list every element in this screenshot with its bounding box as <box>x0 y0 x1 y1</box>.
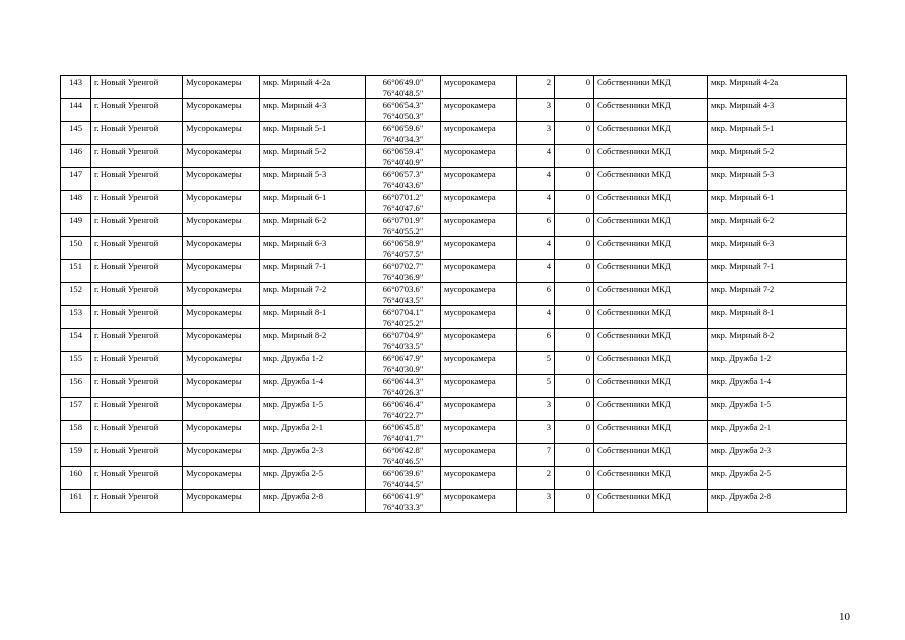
container-kind-cell: мусорокамера <box>441 398 517 421</box>
row-number-cell: 158 <box>61 421 91 444</box>
container-kind-cell: мусорокамера <box>441 421 517 444</box>
container-count-cell: 4 <box>517 306 555 329</box>
owner-cell: Собственники МКД <box>594 444 708 467</box>
coordinates-cell <box>366 444 441 467</box>
container-kind-cell: мусорокамера <box>441 375 517 398</box>
longitude-text: 76°40'43.6" <box>382 179 424 190</box>
address-cell: мкр. Дружба 1-2 <box>260 352 366 375</box>
coordinates-cell <box>366 260 441 283</box>
coordinates-cell <box>366 145 441 168</box>
container-count-cell: 2 <box>517 467 555 490</box>
table-row <box>61 168 847 191</box>
site-type-cell: Мусорокамеры <box>183 237 260 260</box>
table-row <box>61 283 847 306</box>
container-kind-cell: мусорокамера <box>441 237 517 260</box>
city-cell: г. Новый Уренгой <box>91 444 183 467</box>
container-kind-cell: мусорокамера <box>441 214 517 237</box>
address-cell: мкр. Дружба 1-5 <box>260 398 366 421</box>
latitude-text: 66°06'42.8" <box>382 445 424 455</box>
coordinates-cell <box>366 306 441 329</box>
container-count-cell: 4 <box>517 260 555 283</box>
volume-cell: 0 <box>555 352 594 375</box>
site-type-cell: Мусорокамеры <box>183 191 260 214</box>
volume-cell: 0 <box>555 191 594 214</box>
latitude-text: 66°07'02.7" <box>382 261 424 271</box>
latitude-text: 66°06'54.3" <box>382 100 424 110</box>
address-cell: мкр. Мирный 8-1 <box>260 306 366 329</box>
served-objects-cell: мкр. Мирный 8-2 <box>708 329 847 352</box>
site-type-cell: Мусорокамеры <box>183 352 260 375</box>
container-count-cell: 3 <box>517 398 555 421</box>
table-row <box>61 122 847 145</box>
container-count-cell: 4 <box>517 191 555 214</box>
coordinates-cell <box>366 214 441 237</box>
served-objects-cell: мкр. Мирный 7-2 <box>708 283 847 306</box>
latitude-text: 66°06'41.9" <box>382 491 424 501</box>
latitude-text: 66°07'04.9" <box>382 330 424 340</box>
container-kind-cell: мусорокамера <box>441 168 517 191</box>
owner-cell: Собственники МКД <box>594 122 708 145</box>
latitude-text: 66°06'49.0" <box>382 77 424 87</box>
container-kind-cell: мусорокамера <box>441 490 517 513</box>
latitude-text: 66°06'46.4" <box>382 399 424 409</box>
served-objects-cell: мкр. Дружба 1-5 <box>708 398 847 421</box>
site-type-cell: Мусорокамеры <box>183 444 260 467</box>
container-kind-cell: мусорокамера <box>441 306 517 329</box>
site-type-cell: Мусорокамеры <box>183 329 260 352</box>
longitude-text: 76°40'33.5" <box>382 340 424 351</box>
page-number: 10 <box>839 611 850 623</box>
table-row <box>61 421 847 444</box>
site-type-cell: Мусорокамеры <box>183 260 260 283</box>
address-cell: мкр. Дружба 2-1 <box>260 421 366 444</box>
city-cell: г. Новый Уренгой <box>91 260 183 283</box>
volume-cell: 0 <box>555 421 594 444</box>
city-cell: г. Новый Уренгой <box>91 375 183 398</box>
table-row <box>61 375 847 398</box>
owner-cell: Собственники МКД <box>594 490 708 513</box>
volume-cell: 0 <box>555 122 594 145</box>
city-cell: г. Новый Уренгой <box>91 283 183 306</box>
waste-sites-table <box>60 75 847 513</box>
volume-cell: 0 <box>555 444 594 467</box>
coordinates-cell <box>366 352 441 375</box>
site-type-cell: Мусорокамеры <box>183 375 260 398</box>
row-number-cell: 152 <box>61 283 91 306</box>
coordinates-cell <box>366 76 441 99</box>
table-body <box>61 76 847 513</box>
longitude-text: 76°40'47.6" <box>382 202 424 213</box>
container-count-cell: 3 <box>517 99 555 122</box>
container-kind-cell: мусорокамера <box>441 122 517 145</box>
coordinates-cell <box>366 398 441 421</box>
longitude-text: 76°40'41.7" <box>382 432 424 443</box>
longitude-text: 76°40'57.5" <box>382 248 424 259</box>
row-number-cell: 147 <box>61 168 91 191</box>
row-number-cell: 159 <box>61 444 91 467</box>
owner-cell: Собственники МКД <box>594 375 708 398</box>
longitude-text: 76°40'30.9" <box>382 363 424 374</box>
site-type-cell: Мусорокамеры <box>183 398 260 421</box>
address-cell: мкр. Мирный 6-1 <box>260 191 366 214</box>
latitude-text: 66°06'57.3" <box>382 169 424 179</box>
longitude-text: 76°40'26.3" <box>382 386 424 397</box>
site-type-cell: Мусорокамеры <box>183 306 260 329</box>
longitude-text: 76°40'25.2" <box>382 317 424 328</box>
served-objects-cell: мкр. Мирный 4-3 <box>708 99 847 122</box>
volume-cell: 0 <box>555 99 594 122</box>
coordinates-cell <box>366 283 441 306</box>
served-objects-cell: мкр. Дружба 2-3 <box>708 444 847 467</box>
table-row <box>61 398 847 421</box>
address-cell: мкр. Дружба 1-4 <box>260 375 366 398</box>
container-kind-cell: мусорокамера <box>441 352 517 375</box>
volume-cell: 0 <box>555 214 594 237</box>
coordinates-cell <box>366 421 441 444</box>
owner-cell: Собственники МКД <box>594 421 708 444</box>
address-cell: мкр. Дружба 2-3 <box>260 444 366 467</box>
latitude-text: 66°06'59.4" <box>382 146 424 156</box>
coordinates-cell <box>366 329 441 352</box>
owner-cell: Собственники МКД <box>594 214 708 237</box>
served-objects-cell: мкр. Мирный 6-1 <box>708 191 847 214</box>
volume-cell: 0 <box>555 490 594 513</box>
served-objects-cell: мкр. Мирный 6-2 <box>708 214 847 237</box>
container-kind-cell: мусорокамера <box>441 76 517 99</box>
city-cell: г. Новый Уренгой <box>91 214 183 237</box>
row-number-cell: 153 <box>61 306 91 329</box>
table-row <box>61 444 847 467</box>
site-type-cell: Мусорокамеры <box>183 214 260 237</box>
city-cell: г. Новый Уренгой <box>91 168 183 191</box>
container-kind-cell: мусорокамера <box>441 145 517 168</box>
latitude-text: 66°07'03.6" <box>382 284 424 294</box>
city-cell: г. Новый Уренгой <box>91 329 183 352</box>
container-count-cell: 3 <box>517 122 555 145</box>
container-count-cell: 5 <box>517 352 555 375</box>
city-cell: г. Новый Уренгой <box>91 398 183 421</box>
coordinates-cell <box>366 122 441 145</box>
owner-cell: Собственники МКД <box>594 237 708 260</box>
city-cell: г. Новый Уренгой <box>91 145 183 168</box>
owner-cell: Собственники МКД <box>594 398 708 421</box>
latitude-text: 66°06'45.8" <box>382 422 424 432</box>
row-number-cell: 143 <box>61 76 91 99</box>
container-count-cell: 6 <box>517 329 555 352</box>
container-count-cell: 4 <box>517 145 555 168</box>
longitude-text: 76°40'44.5" <box>382 478 424 489</box>
address-cell: мкр. Дружба 2-8 <box>260 490 366 513</box>
city-cell: г. Новый Уренгой <box>91 237 183 260</box>
coordinates-cell <box>366 375 441 398</box>
city-cell: г. Новый Уренгой <box>91 421 183 444</box>
city-cell: г. Новый Уренгой <box>91 467 183 490</box>
address-cell: мкр. Мирный 4-3 <box>260 99 366 122</box>
longitude-text: 76°40'34.3" <box>382 133 424 144</box>
site-type-cell: Мусорокамеры <box>183 168 260 191</box>
served-objects-cell: мкр. Мирный 6-3 <box>708 237 847 260</box>
longitude-text: 76°40'55.2" <box>382 225 424 236</box>
address-cell: мкр. Мирный 6-2 <box>260 214 366 237</box>
city-cell: г. Новый Уренгой <box>91 76 183 99</box>
row-number-cell: 148 <box>61 191 91 214</box>
volume-cell: 0 <box>555 237 594 260</box>
row-number-cell: 154 <box>61 329 91 352</box>
container-kind-cell: мусорокамера <box>441 99 517 122</box>
row-number-cell: 146 <box>61 145 91 168</box>
site-type-cell: Мусорокамеры <box>183 122 260 145</box>
served-objects-cell: мкр. Дружба 1-2 <box>708 352 847 375</box>
table-row <box>61 260 847 283</box>
table-row <box>61 99 847 122</box>
latitude-text: 66°06'47.9" <box>382 353 424 363</box>
longitude-text: 76°40'36.9" <box>382 271 424 282</box>
longitude-text: 76°40'48.5" <box>382 87 424 98</box>
container-count-cell: 3 <box>517 490 555 513</box>
owner-cell: Собственники МКД <box>594 467 708 490</box>
address-cell: мкр. Мирный 7-2 <box>260 283 366 306</box>
longitude-text: 76°40'50.3" <box>382 110 424 121</box>
served-objects-cell: мкр. Мирный 4-2а <box>708 76 847 99</box>
latitude-text: 66°06'58.9" <box>382 238 424 248</box>
owner-cell: Собственники МКД <box>594 191 708 214</box>
served-objects-cell: мкр. Дружба 2-5 <box>708 467 847 490</box>
coordinates-cell <box>366 237 441 260</box>
volume-cell: 0 <box>555 398 594 421</box>
table-row <box>61 306 847 329</box>
owner-cell: Собственники МКД <box>594 99 708 122</box>
row-number-cell: 145 <box>61 122 91 145</box>
city-cell: г. Новый Уренгой <box>91 122 183 145</box>
registry-table-page <box>60 75 846 513</box>
coordinates-cell <box>366 191 441 214</box>
volume-cell: 0 <box>555 260 594 283</box>
site-type-cell: Мусорокамеры <box>183 467 260 490</box>
site-type-cell: Мусорокамеры <box>183 76 260 99</box>
site-type-cell: Мусорокамеры <box>183 421 260 444</box>
longitude-text: 76°40'40.9" <box>382 156 424 167</box>
longitude-text: 76°40'46.5" <box>382 455 424 466</box>
table-row <box>61 237 847 260</box>
container-count-cell: 2 <box>517 76 555 99</box>
row-number-cell: 160 <box>61 467 91 490</box>
container-count-cell: 5 <box>517 375 555 398</box>
table-row <box>61 490 847 513</box>
site-type-cell: Мусорокамеры <box>183 283 260 306</box>
site-type-cell: Мусорокамеры <box>183 490 260 513</box>
address-cell: мкр. Мирный 6-3 <box>260 237 366 260</box>
served-objects-cell: мкр. Мирный 8-1 <box>708 306 847 329</box>
owner-cell: Собственники МКД <box>594 352 708 375</box>
table-row <box>61 329 847 352</box>
row-number-cell: 151 <box>61 260 91 283</box>
owner-cell: Собственники МКД <box>594 283 708 306</box>
address-cell: мкр. Дружба 2-5 <box>260 467 366 490</box>
latitude-text: 66°07'04.1" <box>382 307 424 317</box>
latitude-text: 66°07'01.2" <box>382 192 424 202</box>
owner-cell: Собственники МКД <box>594 145 708 168</box>
row-number-cell: 155 <box>61 352 91 375</box>
table-row <box>61 145 847 168</box>
city-cell: г. Новый Уренгой <box>91 352 183 375</box>
served-objects-cell: мкр. Мирный 5-2 <box>708 145 847 168</box>
table-row <box>61 76 847 99</box>
longitude-text: 76°40'33.3" <box>382 501 424 512</box>
city-cell: г. Новый Уренгой <box>91 191 183 214</box>
volume-cell: 0 <box>555 76 594 99</box>
owner-cell: Собственники МКД <box>594 306 708 329</box>
row-number-cell: 144 <box>61 99 91 122</box>
city-cell: г. Новый Уренгой <box>91 490 183 513</box>
latitude-text: 66°06'44.3" <box>382 376 424 386</box>
container-kind-cell: мусорокамера <box>441 329 517 352</box>
latitude-text: 66°06'59.6" <box>382 123 424 133</box>
served-objects-cell: мкр. Дружба 2-8 <box>708 490 847 513</box>
container-kind-cell: мусорокамера <box>441 444 517 467</box>
coordinates-cell <box>366 490 441 513</box>
address-cell: мкр. Мирный 5-2 <box>260 145 366 168</box>
volume-cell: 0 <box>555 306 594 329</box>
container-count-cell: 4 <box>517 168 555 191</box>
address-cell: мкр. Мирный 7-1 <box>260 260 366 283</box>
row-number-cell: 156 <box>61 375 91 398</box>
owner-cell: Собственники МКД <box>594 329 708 352</box>
volume-cell: 0 <box>555 329 594 352</box>
table-row <box>61 214 847 237</box>
container-count-cell: 6 <box>517 283 555 306</box>
served-objects-cell: мкр. Мирный 5-1 <box>708 122 847 145</box>
coordinates-cell <box>366 168 441 191</box>
table-row <box>61 352 847 375</box>
longitude-text: 76°40'22.7" <box>382 409 424 420</box>
served-objects-cell: мкр. Мирный 5-3 <box>708 168 847 191</box>
site-type-cell: Мусорокамеры <box>183 145 260 168</box>
volume-cell: 0 <box>555 145 594 168</box>
served-objects-cell: мкр. Мирный 7-1 <box>708 260 847 283</box>
volume-cell: 0 <box>555 467 594 490</box>
volume-cell: 0 <box>555 283 594 306</box>
container-count-cell: 4 <box>517 237 555 260</box>
container-count-cell: 6 <box>517 214 555 237</box>
coordinates-cell <box>366 99 441 122</box>
address-cell: мкр. Мирный 4-2а <box>260 76 366 99</box>
container-kind-cell: мусорокамера <box>441 467 517 490</box>
row-number-cell: 150 <box>61 237 91 260</box>
container-count-cell: 7 <box>517 444 555 467</box>
volume-cell: 0 <box>555 168 594 191</box>
longitude-text: 76°40'43.5" <box>382 294 424 305</box>
container-kind-cell: мусорокамера <box>441 260 517 283</box>
address-cell: мкр. Мирный 8-2 <box>260 329 366 352</box>
owner-cell: Собственники МКД <box>594 168 708 191</box>
owner-cell: Собственники МКД <box>594 260 708 283</box>
row-number-cell: 149 <box>61 214 91 237</box>
served-objects-cell: мкр. Дружба 1-4 <box>708 375 847 398</box>
table-row <box>61 191 847 214</box>
served-objects-cell: мкр. Дружба 2-1 <box>708 421 847 444</box>
container-kind-cell: мусорокамера <box>441 191 517 214</box>
container-count-cell: 3 <box>517 421 555 444</box>
latitude-text: 66°07'01.9" <box>382 215 424 225</box>
container-kind-cell: мусорокамера <box>441 283 517 306</box>
address-cell: мкр. Мирный 5-1 <box>260 122 366 145</box>
address-cell: мкр. Мирный 5-3 <box>260 168 366 191</box>
owner-cell: Собственники МКД <box>594 76 708 99</box>
row-number-cell: 157 <box>61 398 91 421</box>
table-row <box>61 467 847 490</box>
volume-cell: 0 <box>555 375 594 398</box>
row-number-cell: 161 <box>61 490 91 513</box>
latitude-text: 66°06'39.6" <box>382 468 424 478</box>
coordinates-cell <box>366 467 441 490</box>
site-type-cell: Мусорокамеры <box>183 99 260 122</box>
city-cell: г. Новый Уренгой <box>91 306 183 329</box>
city-cell: г. Новый Уренгой <box>91 99 183 122</box>
